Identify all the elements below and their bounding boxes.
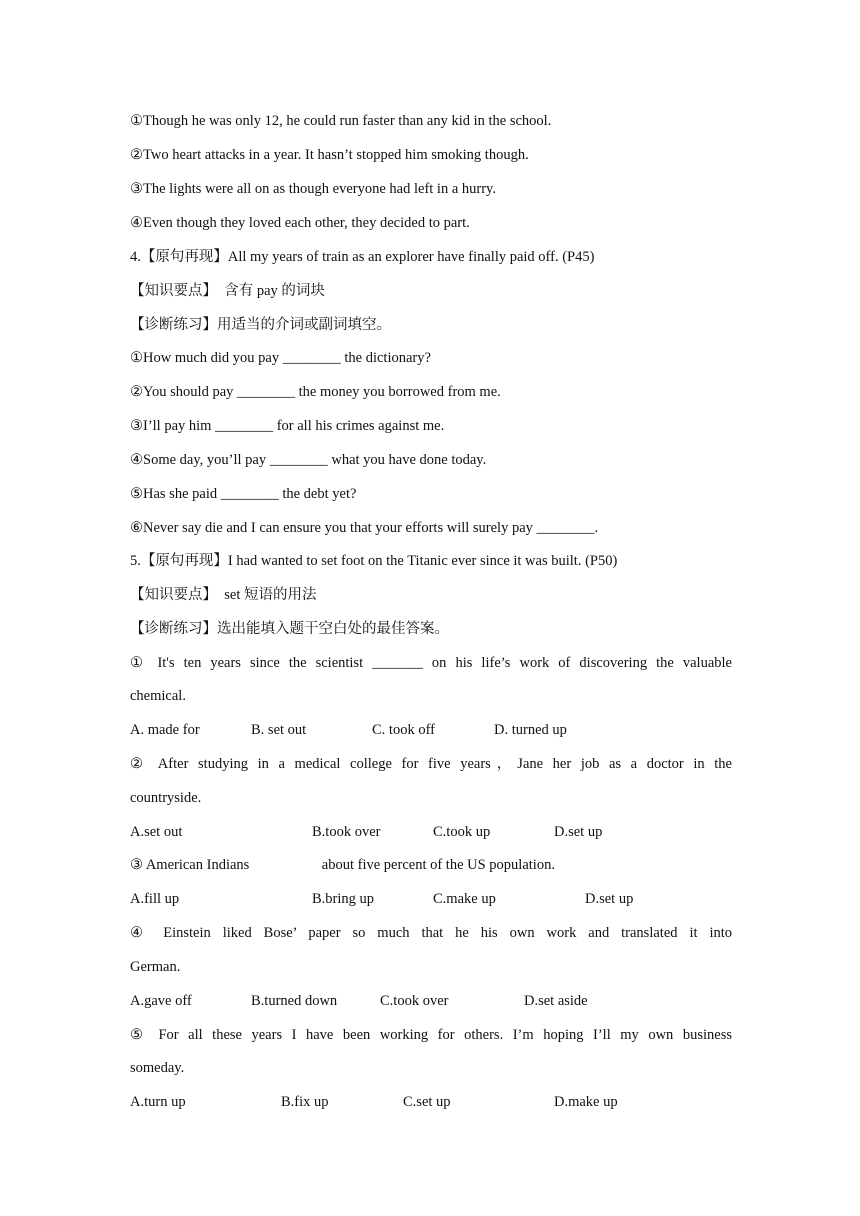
exercise-item: ⑥Never say die and I can ensure you that your efforts will surely pay ________. xyxy=(130,520,599,536)
option-b: B.bring up xyxy=(312,891,375,907)
knowledge-point: 【知识要点】 set 短语的用法 xyxy=(130,587,317,603)
option-b: B.fix up xyxy=(281,1094,329,1110)
option-c: C.took up xyxy=(433,824,491,840)
exercise-instruction: 【诊断练习】用适当的介词或副词填空。 xyxy=(130,317,391,333)
question-stem: ④ Einstein liked Bose’ paper so much that he his own work and translated it into xyxy=(130,925,732,941)
option-d: D.set aside xyxy=(524,993,588,1009)
option-a: A.turn up xyxy=(130,1094,186,1110)
option-d: D.make up xyxy=(554,1094,618,1110)
option-a: A.fill up xyxy=(130,891,180,907)
option-a: A.gave off xyxy=(130,993,192,1009)
option-c: C.set up xyxy=(403,1094,451,1110)
option-b: B.turned down xyxy=(251,993,338,1009)
exercise-item: ①How much did you pay ________ the dictionary? xyxy=(130,350,431,366)
knowledge-point: 【知识要点】 含有 pay 的词块 xyxy=(130,283,325,299)
question-stem: ① It's ten years since the scientist _______ on his life’s work of discovering the valuable xyxy=(130,655,732,671)
option-a: A. made for xyxy=(130,722,200,738)
question-stem: ② After studying in a medical college for five years，Jane her job as a doctor in the xyxy=(130,756,732,772)
option-d: D. turned up xyxy=(494,722,567,738)
option-a: A.set out xyxy=(130,824,183,840)
question-stem: German. xyxy=(130,959,181,975)
option-d: D.set up xyxy=(585,891,634,907)
question-stem: chemical. xyxy=(130,688,186,704)
text-line: ④Even though they loved each other, they decided to part. xyxy=(130,215,470,231)
text-line: ③The lights were all on as though everyone had left in a hurry. xyxy=(130,181,496,197)
option-b: B. set out xyxy=(251,722,307,738)
text-line: ①Though he was only 12, he could run faster than any kid in the school. xyxy=(130,113,552,129)
question-stem: ③ American Indians about five percent of the US population. xyxy=(130,857,555,873)
section-heading: 5.【原句再现】I had wanted to set foot on the Titanic ever since it was built. (P50) xyxy=(130,553,618,569)
question-stem: ⑤ For all these years I have been working for others. I’m hoping I’ll my own business xyxy=(130,1027,732,1043)
exercise-item: ③I’ll pay him ________ for all his crimes against me. xyxy=(130,418,445,434)
option-c: C. took off xyxy=(372,722,435,738)
option-d: D.set up xyxy=(554,824,603,840)
option-b: B.took over xyxy=(312,824,381,840)
question-stem: countryside. xyxy=(130,790,202,806)
exercise-instruction: 【诊断练习】选出能填入题干空白处的最佳答案。 xyxy=(130,621,449,637)
option-c: C.make up xyxy=(433,891,496,907)
option-c: C.took over xyxy=(380,993,449,1009)
text-line: ②Two heart attacks in a year. It hasn’t stopped him smoking though. xyxy=(130,147,529,163)
exercise-item: ④Some day, you’ll pay ________ what you have done today. xyxy=(130,452,487,468)
section-heading: 4.【原句再现】All my years of train as an explorer have finally paid off. (P45) xyxy=(130,249,595,265)
exercise-item: ②You should pay ________ the money you borrowed from me. xyxy=(130,384,501,400)
question-stem: someday. xyxy=(130,1060,185,1076)
exercise-item: ⑤Has she paid ________ the debt yet? xyxy=(130,486,357,502)
